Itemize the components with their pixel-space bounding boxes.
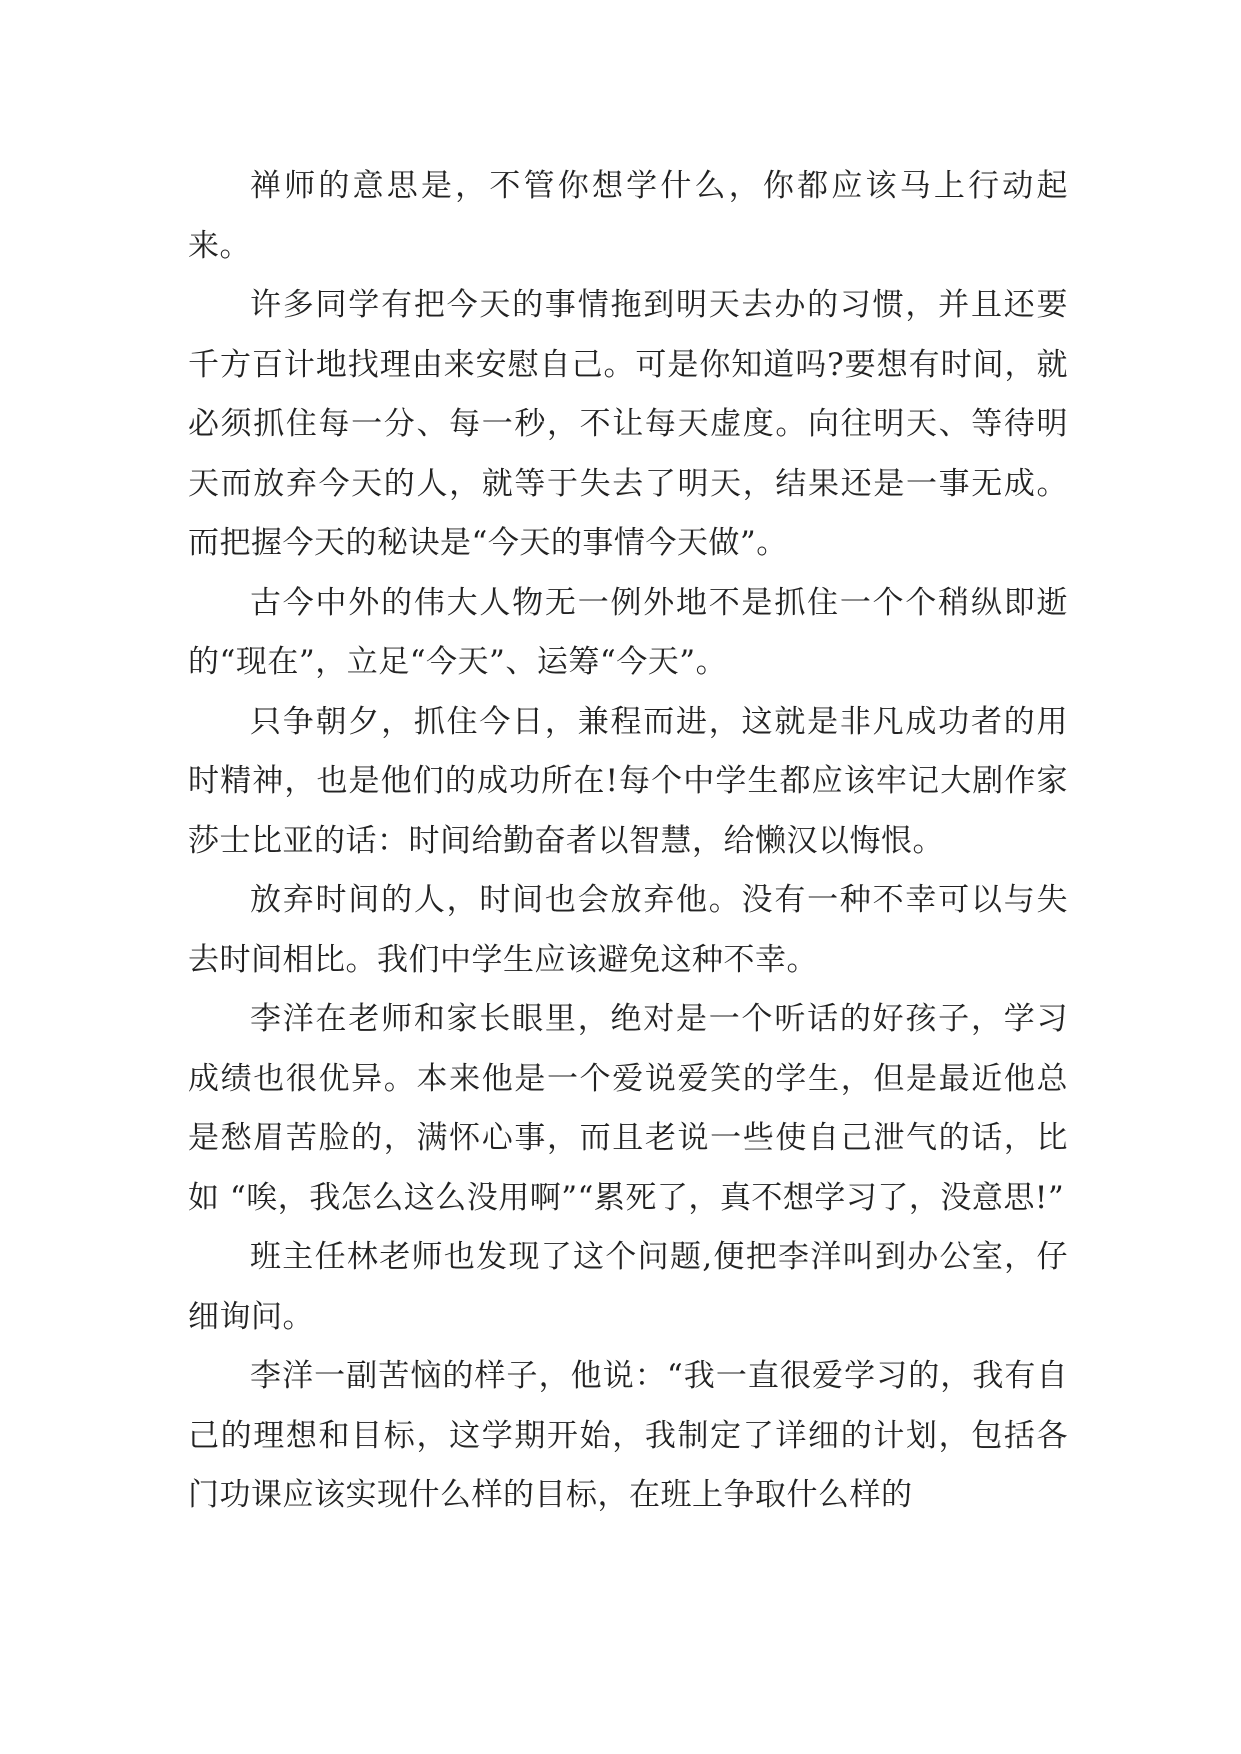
paragraph-3: 古今中外的伟大人物无一例外地不是抓住一个个稍纵即逝的“现在”，立足“今天”、运筹“今天”。	[188, 584, 1068, 680]
paragraph-8: 李洋一副苦恼的样子，他说：“我一直很爱学习的，我有自己的理想和目标，这学期开始，我制定了详细的计划，包括各门功课应该实现什么样的目标，在班上争取什么样的	[188, 1358, 1068, 1513]
paragraph-4: 只争朝夕，抓住今日，兼程而进，这就是非凡成功者的用时精神，也是他们的成功所在!每个中学生都应该牢记大剧作家莎士比亚的话：时间给勤奋者以智慧，给懒汉以悔恨。	[188, 703, 1068, 859]
paragraph-6: 李洋在老师和家长眼里，绝对是一个听话的好孩子，学习成绩也很优异。本来他是一个爱说爱笑的学生，但是最近他总是愁眉苦脸的，满怀心事，而且老说一些使自己泄气的话，比如 “唉，我怎么这么没用啊”“累死了，真不想学习了，没意思!”	[188, 1001, 1068, 1216]
paragraph-1: 禅师的意思是，不管你想学什么，你都应该马上行动起来。	[188, 168, 1068, 264]
paragraph-2: 许多同学有把今天的事情拖到明天去办的习惯，并且还要千方百计地找理由来安慰自己。可是你知道吗?要想有时间，就必须抓住每一分、每一秒，不让每天虚度。向往明天、等待明天而放弃今天的人，就等于失去了明天，结果还是一事无成。而把握今天的秘诀是“今天的事情今天做”。	[188, 287, 1068, 561]
document-body	[188, 157, 1068, 1526]
paragraph-7: 班主任林老师也发现了这个问题,便把李洋叫到办公室，仔细询问。	[188, 1239, 1068, 1335]
paragraph-5: 放弃时间的人，时间也会放弃他。没有一种不幸可以与失去时间相比。我们中学生应该避免这种不幸。	[188, 882, 1068, 978]
